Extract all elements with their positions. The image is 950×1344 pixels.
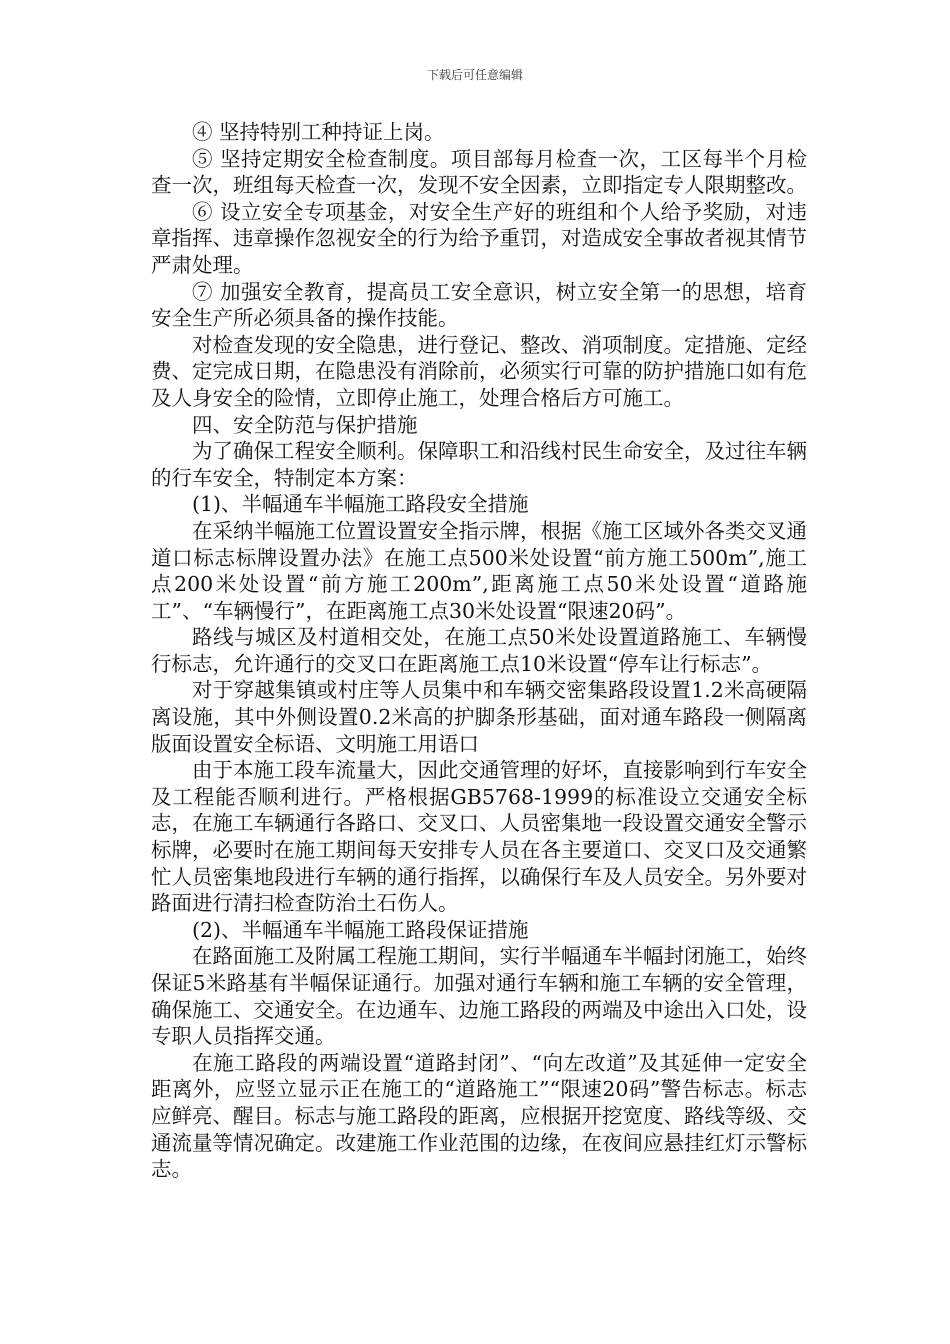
paragraph-signage: 在采纳半幅施工位置设置安全指示牌，根据《施工区域外各类交叉通道口标志标牌设置办法》在施工点500米处设置“前方施工500m”,施工点200米处设置“前方施工200m”,距离施工点50米处设置“道路施工”、“车辆慢行”，在距离施工点30米处设置“限速20码”。 xyxy=(151,518,807,623)
subsection-heading-1: (1)、半幅通车半幅施工路段安全措施 xyxy=(192,492,529,517)
paragraph-item-4: ④ 坚持特别工种持证上岗。 xyxy=(192,120,445,144)
paragraph-item-6: ⑥ 设立安全专项基金，对安全生产好的班组和个人给予奖励，对违章指挥、违章操作忽视安全的行为给予重罚，对造成安全事故者视其情节严肃处理。 xyxy=(151,199,807,277)
paragraph-purpose: 为了确保工程安全顺利。保障职工和沿线村民生命安全，及过往车辆的行车安全，特制定本方案： xyxy=(151,439,807,490)
paragraph-half-closure: 在路面施工及附属工程施工期间，实行半幅通车半幅封闭施工，始终保证5米路基有半幅保证通行。加强对通行车辆和施工车辆的安全管理，确保施工、交通安全。在边通车、边施工路段的两端及中途出入口处，设专职人员指挥交通。 xyxy=(151,944,807,1049)
section-heading-4: 四、安全防范与保护措施 xyxy=(192,412,418,437)
paragraph-item-5: ⑤ 坚持定期安全检查制度。项目部每月检查一次，工区每半个月检查一次，班组每天检查一次，发现不安全因素，立即指定专人限期整改。 xyxy=(151,146,807,198)
paragraph-hazard-handling: 对检查发现的安全隐患，进行登记、整改、消项制度。定措施、定经费、定完成日期，在隐患没有消除前，必须实行可靠的防护措施口如有危及人身安全的险情，立即停止施工，处理合格后方可施工。 xyxy=(151,332,807,410)
paragraph-item-7: ⑦ 加强安全教育，提高员工安全意识，树立安全第一的思想，培育安全生产所必须具备的操作技能。 xyxy=(151,279,807,331)
paragraph-barriers: 对于穿越集镇或村庄等人员集中和车辆交密集路段设置1.2米高硬隔离设施，其中外侧设置0.2米高的护脚条形基础，面对通车路段一侧隔离版面设置安全标语、文明施工用语口 xyxy=(151,678,807,756)
paragraph-warning-signs: 在施工路段的两端设置“道路封闭”、“向左改道”及其延伸一定安全距离外，应竖立显示正在施工的“道路施工”“限速20码”警告标志。标志应鲜亮、醒目。标志与施工路段的距离，应根据开挖宽度、路线等级、交通流量等情况确定。改建施工作业范围的边缘，在夜间应悬挂红灯示警标志。 xyxy=(151,1050,807,1182)
document-body xyxy=(151,119,807,1183)
paragraph-traffic-management: 由于本施工段车流量大，因此交通管理的好坏，直接影响到行车安全及工程能否顺利进行。严格根据GB5768-1999的标准设立交通安全标志，在施工车辆通行各路口、交叉口、人员密集地一段设置交通安全警示标牌，必要时在施工期间每天安排专人员在各主要道口、交叉口及交通繁忙人员密集地段进行车辆的通行指挥，以确保行车及人员安全。另外要对路面进行清扫检查防治土石伤人。 xyxy=(151,758,807,916)
page-header: 下载后可任意编辑 xyxy=(426,68,523,82)
subsection-heading-2: (2)、半幅通车半幅施工路段保证措施 xyxy=(192,917,529,942)
paragraph-intersections: 路线与城区及村道相交处，在施工点50米处设置道路施工、车辆慢行标志，允许通行的交叉口在距离施工点10米设置“停车让行标志”。 xyxy=(151,625,807,676)
